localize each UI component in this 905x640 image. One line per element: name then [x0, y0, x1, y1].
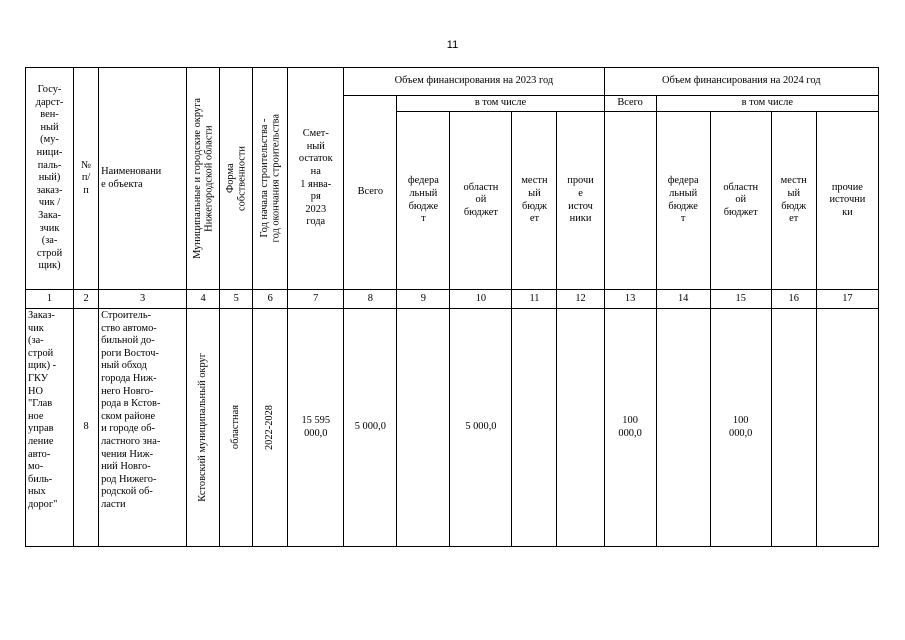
row-customer: Заказ- чик (за- строй щик) - ГКУ НО "Глав ное управ ление авто- мо- биль- ных дорог" [26, 309, 74, 547]
row-total-2023: 5 000,0 [344, 309, 397, 547]
row-ownership [220, 309, 253, 547]
header-ownership [220, 68, 253, 290]
row-local-2024 [771, 309, 816, 547]
row-years [253, 309, 288, 547]
col-number: 3 [99, 290, 187, 309]
row-balance: 15 595 000,0 [288, 309, 344, 547]
col-number: 17 [816, 290, 878, 309]
header-fin-2024: Объем финансирования на 2024 год [604, 68, 878, 96]
row-municipality [187, 309, 220, 547]
col-number: 11 [512, 290, 557, 309]
col-number: 5 [220, 290, 253, 309]
col-number: 4 [187, 290, 220, 309]
header-including-2023: в том числе [397, 96, 604, 112]
col-number: 14 [656, 290, 710, 309]
header-local-2024: местн ый бюдж ет [771, 112, 816, 290]
header-municipality [187, 68, 220, 290]
header-federal-2024: федера льный бюдже т [656, 112, 710, 290]
table-row [26, 309, 879, 547]
header-municipality-text: Муниципальные и городские округа Нижегородской области [191, 98, 215, 259]
col-number: 15 [710, 290, 771, 309]
header-customer: Госу- дарст- вен- ный (му- ници- паль- ный) заказ- чик / Зака- зчик (за- строй щик) [26, 68, 74, 290]
col-number: 1 [26, 290, 74, 309]
financing-table [25, 67, 879, 547]
col-number: 7 [288, 290, 344, 309]
row-number: 8 [74, 309, 99, 547]
page-number: 11 [446, 39, 459, 51]
row-federal-2023 [397, 309, 450, 547]
header-regional-2023: областн ой бюджет [450, 112, 512, 290]
header-local-2023: местн ый бюдж ет [512, 112, 557, 290]
col-number: 9 [397, 290, 450, 309]
header-number: № п/ п [74, 68, 99, 290]
col-number: 16 [771, 290, 816, 309]
col-number: 12 [557, 290, 604, 309]
header-including-2024: в том числе [656, 96, 878, 112]
col-number: 6 [253, 290, 288, 309]
row-federal-2024 [656, 309, 710, 547]
header-other-2023: прочи е источ ники [557, 112, 604, 290]
col-number: 10 [450, 290, 512, 309]
header-object-name: Наименовани е объекта [99, 68, 187, 290]
header-total-2023: Всего [344, 96, 397, 290]
header-other-2024: прочие источни ки [816, 112, 878, 290]
row-other-2024 [816, 309, 878, 547]
col-number: 2 [74, 290, 99, 309]
column-number-row [26, 290, 879, 309]
header-years [253, 68, 288, 290]
row-years-text: 2022-2028 [264, 404, 276, 451]
header-balance: Смет- ный остаток на 1 янва- ря 2023 года [288, 68, 344, 290]
row-regional-2023: 5 000,0 [450, 309, 512, 547]
col-number: 13 [604, 290, 656, 309]
row-regional-2024: 100 000,0 [710, 309, 771, 547]
col-number: 8 [344, 290, 397, 309]
row-total-2024: 100 000,0 [604, 309, 656, 547]
row-object-name: Строитель- ство автомо- бильной до- роги Восточ- ный обход города Ниж- него Новго- рода в Кстов- ском районе и городе об- ластного зна- чения Ниж- ний Новго- род Нижего- родской об- ласти [99, 309, 187, 547]
header-total-2024: Всего [604, 96, 656, 112]
header-fin-2023: Объем финансирования на 2023 год [344, 68, 604, 96]
header-regional-2024: областн ой бюджет [710, 112, 771, 290]
header-federal-2023: федера льный бюдже т [397, 112, 450, 290]
row-other-2023 [557, 309, 604, 547]
row-ownership-text: областная [230, 405, 242, 450]
header-total-2024-empty [604, 112, 656, 290]
row-municipality-text: Кстовский муниципальный округ [197, 353, 209, 502]
header-ownership-text: Форма собственности [224, 146, 248, 211]
header-years-text: Год начала строительства - год окончания строительства [258, 114, 282, 243]
row-local-2023 [512, 309, 557, 547]
